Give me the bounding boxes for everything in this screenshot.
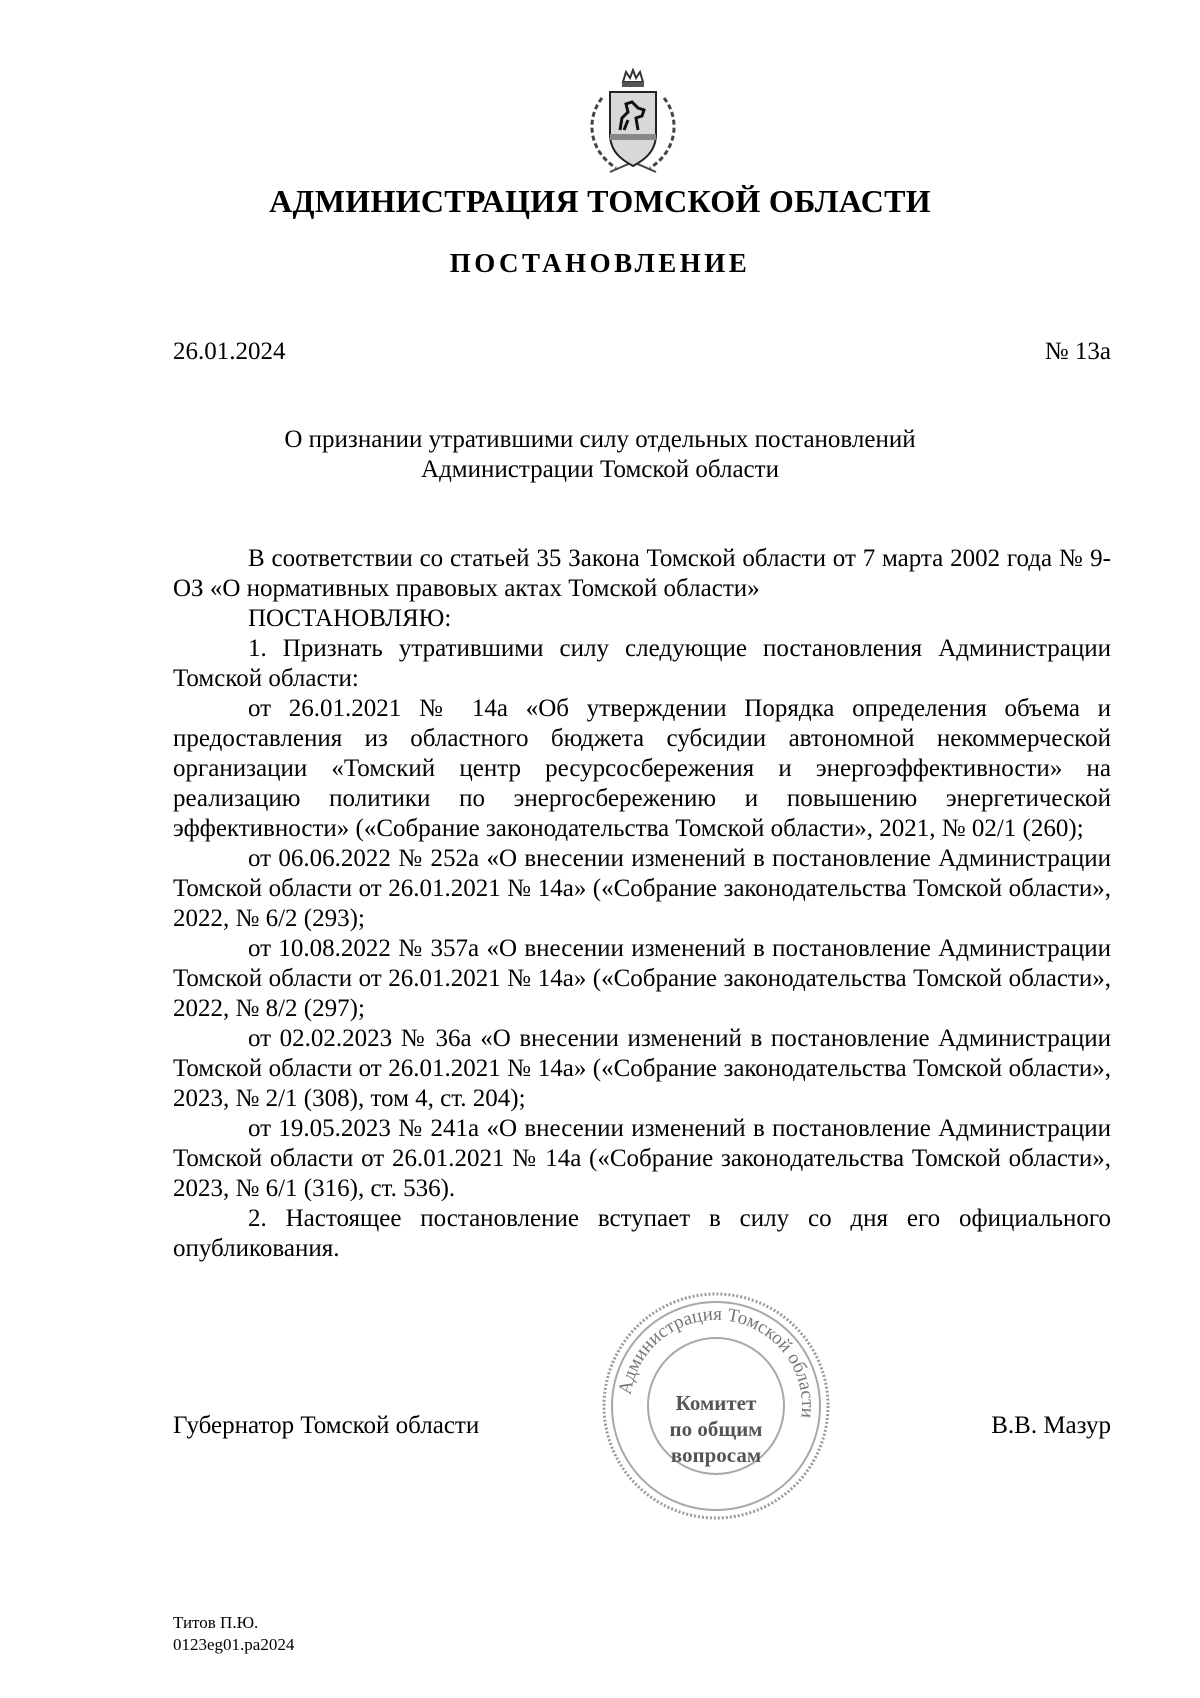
- stamp-ring-text: Администрация Томской области: [614, 1303, 819, 1419]
- organization-title: АДМИНИСТРАЦИЯ ТОМСКОЙ ОБЛАСТИ: [269, 183, 931, 219]
- resolution-keyword: ПОСТАНОВЛЯЮ:: [248, 605, 452, 632]
- tomsk-coat-of-arms-icon: [580, 68, 686, 178]
- subject-line: О признании утратившими силу отдельных постановлений: [284, 426, 916, 453]
- stamp-line: Комитет: [675, 1391, 757, 1415]
- signatory-name: В.В. Мазур: [991, 1412, 1111, 1439]
- document-type: ПОСТАНОВЛЕНИЕ: [449, 248, 751, 278]
- footer-author: Титов П.Ю.: [173, 1613, 259, 1632]
- document-body: [173, 544, 1111, 1264]
- repealed-act-item: от 26.01.2021 № 14а «Об утверждении Порядка определения объема и предоставления из областного бюджета субсидии автономной некоммерческой организации «Томский центр ресурсосбережения и энергоэффективности» на реализацию политики по энергосбережению и повышению энергетической эффективности» («Собрание законодательства Томской области», 2021, № 02/1 (260);: [173, 695, 1111, 842]
- document-date: 26.01.2024: [173, 338, 286, 365]
- body-paragraph: В соответствии со статьей 35 Закона Томской области от 7 марта 2002 года № 9-ОЗ «О нормативных правовых актах Томской области»: [173, 545, 1111, 602]
- body-paragraph: 2. Настоящее постановление вступает в силу со дня его официального опубликования.: [173, 1205, 1111, 1262]
- footer-info: [173, 1612, 294, 1656]
- body-paragraph: 1. Признать утратившими силу следующие постановления Администрации Томской области:: [173, 635, 1111, 692]
- footer-code: 0123eg01.ра2024: [173, 1635, 295, 1654]
- repealed-act-item: от 06.06.2022 № 252а «О внесении изменений в постановление Администрации Томской области от 26.01.2021 № 14а» («Собрание законодательства Томской области», 2022, № 6/2 (293);: [173, 845, 1111, 932]
- stamp-center-text: [640, 1390, 792, 1468]
- repealed-act-item: от 10.08.2022 № 357а «О внесении изменений в постановление Администрации Томской области от 26.01.2021 № 14а» («Собрание законодательства Томской области», 2022, № 8/2 (297);: [173, 935, 1111, 1022]
- document-number: № 13а: [1044, 338, 1111, 365]
- repealed-act-item: от 19.05.2023 № 241а «О внесении изменений в постановление Администрации Томской области от 26.01.2021 № 14а («Собрание законодательства Томской области», 2023, № 6/1 (316), ст. 536).: [173, 1115, 1111, 1202]
- stamp-line: вопросам: [670, 1443, 762, 1467]
- document-subject: [250, 425, 950, 485]
- repealed-act-item: от 02.02.2023 № 36а «О внесении изменений в постановление Администрации Томской области от 26.01.2021 № 14а» («Собрание законодательства Томской области», 2023, № 2/1 (308), том 4, ст. 204);: [173, 1025, 1111, 1112]
- signatory-position: Губернатор Томской области: [173, 1412, 480, 1439]
- stamp-line: по общим: [669, 1417, 763, 1441]
- subject-line: Администрации Томской области: [421, 456, 779, 483]
